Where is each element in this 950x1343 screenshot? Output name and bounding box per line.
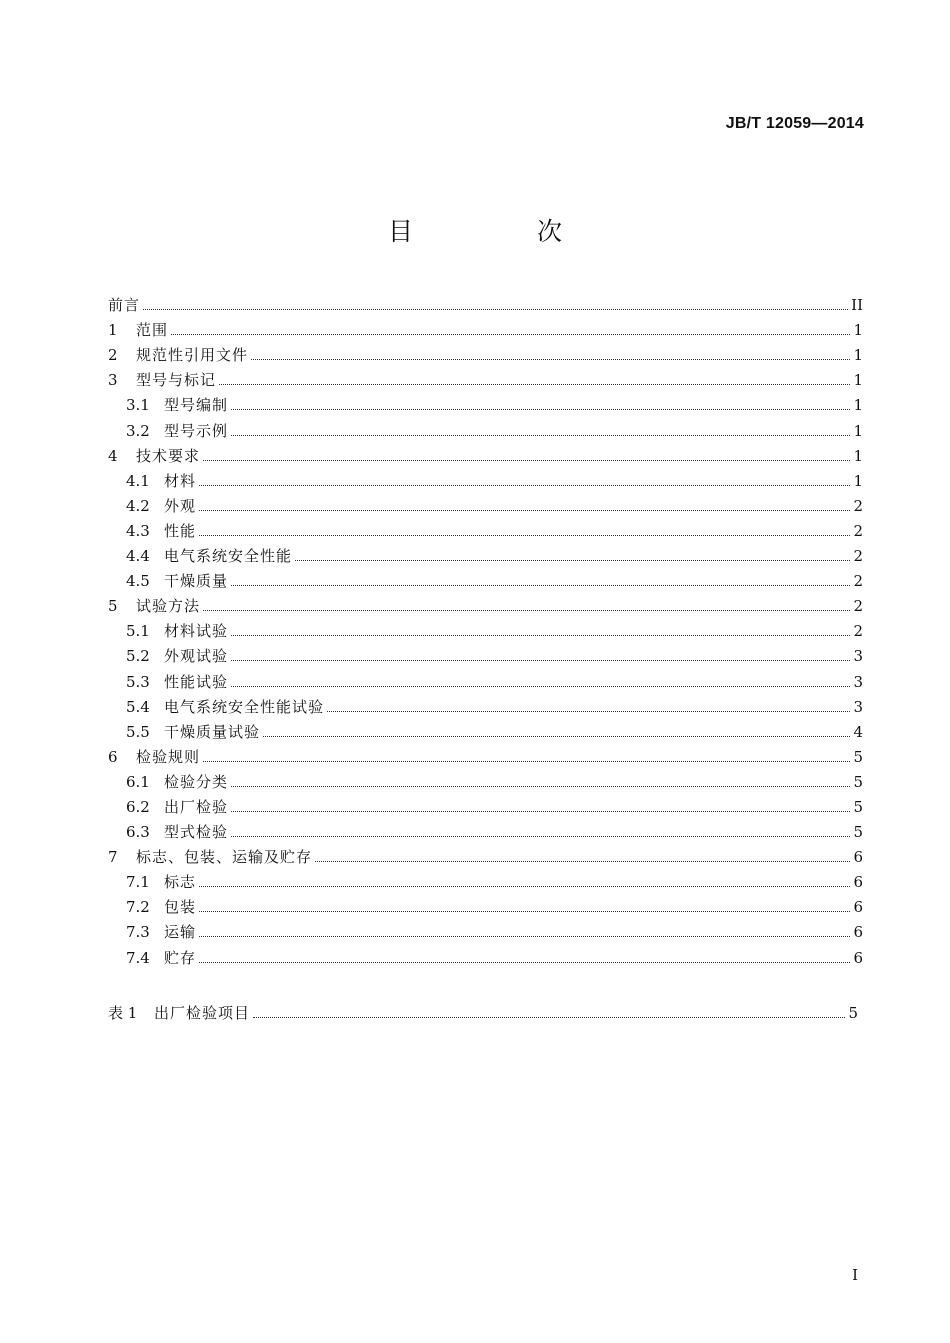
dot-leader (231, 659, 850, 661)
toc-entry[interactable] (108, 440, 863, 465)
toc-entry-page: II (851, 296, 863, 315)
toc-entry[interactable] (108, 289, 863, 314)
toc-entry[interactable] (108, 841, 863, 866)
toc-entry[interactable] (108, 691, 863, 716)
toc-entry-page: 3 (853, 647, 863, 666)
toc-entry-number: 5.3 (126, 672, 150, 691)
toc-entry-page: 4 (853, 722, 863, 741)
dot-leader (219, 383, 850, 385)
toc-entry-number: 5 (108, 597, 118, 616)
toc-entry-label: 技术要求 (136, 446, 201, 465)
toc-entry-number: 4.2 (126, 496, 150, 515)
toc-entry-label: 干燥质量试验 (164, 722, 261, 741)
dot-leader (203, 760, 850, 762)
dot-leader (231, 434, 850, 436)
toc-entry[interactable] (108, 364, 863, 389)
dot-leader (231, 408, 850, 410)
toc-entry-page: 2 (853, 547, 863, 566)
dot-leader (327, 710, 850, 712)
toc-entry-label: 性能 (164, 521, 197, 540)
toc-entry[interactable] (108, 916, 863, 941)
toc-entry-number: 5.5 (126, 722, 150, 741)
dot-leader (199, 484, 850, 486)
toc-entry[interactable] (108, 490, 863, 515)
dot-leader (231, 634, 850, 636)
toc-entry-number: 3.2 (126, 421, 150, 440)
dot-leader (199, 910, 850, 912)
toc-entry[interactable] (108, 640, 863, 665)
toc-entry-number: 5.1 (126, 622, 150, 641)
toc-entry-page: 1 (853, 371, 863, 390)
toc-entry-number: 4 (108, 446, 118, 465)
toc-entry-page: 2 (853, 521, 863, 540)
toc-entry-label: 材料试验 (164, 622, 229, 641)
table-of-contents (108, 289, 863, 967)
toc-entry[interactable] (108, 389, 863, 414)
toc-entry-number: 3 (108, 371, 118, 390)
dot-leader (203, 459, 850, 461)
toc-entry-page: 5 (853, 747, 863, 766)
toc-entry-number: 7.4 (126, 948, 150, 967)
toc-entry-label: 型号编制 (164, 396, 229, 415)
toc-entry[interactable] (108, 816, 863, 841)
toc-entry-label: 范围 (136, 321, 169, 340)
toc-entry-page: 6 (853, 948, 863, 967)
toc-entry-label: 标志、包装、运输及贮存 (136, 848, 313, 867)
dot-leader (143, 308, 848, 310)
toc-entry[interactable] (108, 766, 863, 791)
toc-entry-page: 6 (853, 848, 863, 867)
dot-leader (203, 609, 850, 611)
toc-entry-number: 6.1 (126, 772, 150, 791)
toc-entry[interactable] (108, 941, 863, 966)
dot-leader (199, 509, 850, 511)
toc-entry-label: 检验分类 (164, 772, 229, 791)
toc-entry-label: 检验规则 (136, 747, 201, 766)
toc-entry-label: 型号与标记 (136, 371, 217, 390)
dot-leader (199, 534, 850, 536)
toc-entry[interactable] (108, 414, 863, 439)
toc-entry-page: 1 (853, 471, 863, 490)
dot-leader (171, 333, 850, 335)
toc-entry[interactable] (108, 866, 863, 891)
toc-entry-page: 6 (853, 923, 863, 942)
toc-entry[interactable] (108, 741, 863, 766)
toc-entry-page: 3 (853, 697, 863, 716)
toc-entry-label: 电气系统安全性能试验 (164, 697, 325, 716)
toc-entry-label: 包装 (164, 898, 197, 917)
dot-leader (199, 885, 850, 887)
toc-entry-label: 性能试验 (164, 672, 229, 691)
toc-entry[interactable] (108, 565, 863, 590)
toc-entry-page: 2 (853, 572, 863, 591)
toc-entry[interactable] (108, 339, 863, 364)
toc-entry[interactable] (108, 465, 863, 490)
dot-leader (199, 935, 850, 937)
dot-leader (231, 584, 850, 586)
toc-entry-page: 1 (853, 321, 863, 340)
toc-entry-number: 4.5 (126, 572, 150, 591)
toc-entry-number: 7 (108, 848, 118, 867)
dot-leader (231, 685, 850, 687)
list-of-tables (108, 997, 858, 1022)
toc-entry-label: 外观 (164, 496, 197, 515)
toc-entry-page: 5 (853, 823, 863, 842)
toc-entry-page: 5 (853, 797, 863, 816)
toc-entry-label: 型号示例 (164, 421, 229, 440)
toc-entry[interactable] (108, 515, 863, 540)
toc-entry-number: 7.2 (126, 898, 150, 917)
dot-leader (251, 358, 850, 360)
toc-entry-label: 运输 (164, 923, 197, 942)
toc-entry-label: 标志 (164, 873, 197, 892)
dot-leader (315, 860, 850, 862)
toc-entry-label: 出厂检验项目 (154, 1004, 251, 1023)
toc-entry-page: 2 (853, 622, 863, 641)
dot-leader (231, 785, 850, 787)
toc-entry-number: 7.1 (126, 873, 150, 892)
toc-entry-page: 5 (848, 1004, 858, 1023)
toc-entry-number: 6 (108, 747, 118, 766)
standard-code: JB/T 12059—2014 (725, 115, 864, 132)
toc-entry[interactable] (108, 590, 863, 615)
toc-entry-number: 4.1 (126, 471, 150, 490)
toc-entry-label: 型式检验 (164, 823, 229, 842)
toc-entry-number: 7.3 (126, 923, 150, 942)
toc-entry-label: 外观试验 (164, 647, 229, 666)
toc-entry-page: 2 (853, 496, 863, 515)
toc-entry-label: 试验方法 (136, 597, 201, 616)
toc-entry-number: 表 1 (108, 1004, 138, 1023)
page-number: I (852, 1266, 858, 1284)
toc-entry-number: 3.1 (126, 396, 150, 415)
toc-entry[interactable] (108, 314, 863, 339)
toc-entry-page: 1 (853, 346, 863, 365)
toc-entry-label: 规范性引用文件 (136, 346, 249, 365)
toc-entry-label: 电气系统安全性能 (164, 547, 293, 566)
toc-entry-number: 4.4 (126, 547, 150, 566)
toc-entry-label: 材料 (164, 471, 197, 490)
dot-leader (253, 1016, 845, 1018)
toc-entry-label: 出厂检验 (164, 797, 229, 816)
toc-entry-page: 2 (853, 597, 863, 616)
toc-entry[interactable] (108, 997, 858, 1022)
toc-entry-label: 干燥质量 (164, 572, 229, 591)
dot-leader (199, 961, 850, 963)
toc-entry-number: 6.3 (126, 823, 150, 842)
toc-entry-page: 3 (853, 672, 863, 691)
toc-entry[interactable] (108, 891, 863, 916)
toc-entry-number: 4.3 (126, 521, 150, 540)
toc-entry-number: 6.2 (126, 797, 150, 816)
toc-entry-page: 6 (853, 898, 863, 917)
page-title: 目 次 (388, 217, 620, 246)
toc-entry[interactable] (108, 716, 863, 741)
toc-entry[interactable] (108, 665, 863, 690)
dot-leader (231, 835, 850, 837)
toc-entry-page: 5 (853, 772, 863, 791)
toc-entry[interactable] (108, 540, 863, 565)
dot-leader (231, 810, 850, 812)
toc-entry-page: 1 (853, 396, 863, 415)
toc-entry[interactable] (108, 791, 863, 816)
toc-entry-number: 2 (108, 346, 118, 365)
toc-entry-number: 1 (108, 321, 118, 340)
toc-entry-number: 5.4 (126, 697, 150, 716)
dot-leader (263, 735, 850, 737)
toc-entry[interactable] (108, 615, 863, 640)
toc-entry-page: 1 (853, 421, 863, 440)
toc-entry-label: 前言 (108, 296, 141, 315)
toc-entry-page: 6 (853, 873, 863, 892)
toc-entry-label: 贮存 (164, 948, 197, 967)
toc-entry-number: 5.2 (126, 647, 150, 666)
dot-leader (295, 559, 850, 561)
toc-entry-page: 1 (853, 446, 863, 465)
